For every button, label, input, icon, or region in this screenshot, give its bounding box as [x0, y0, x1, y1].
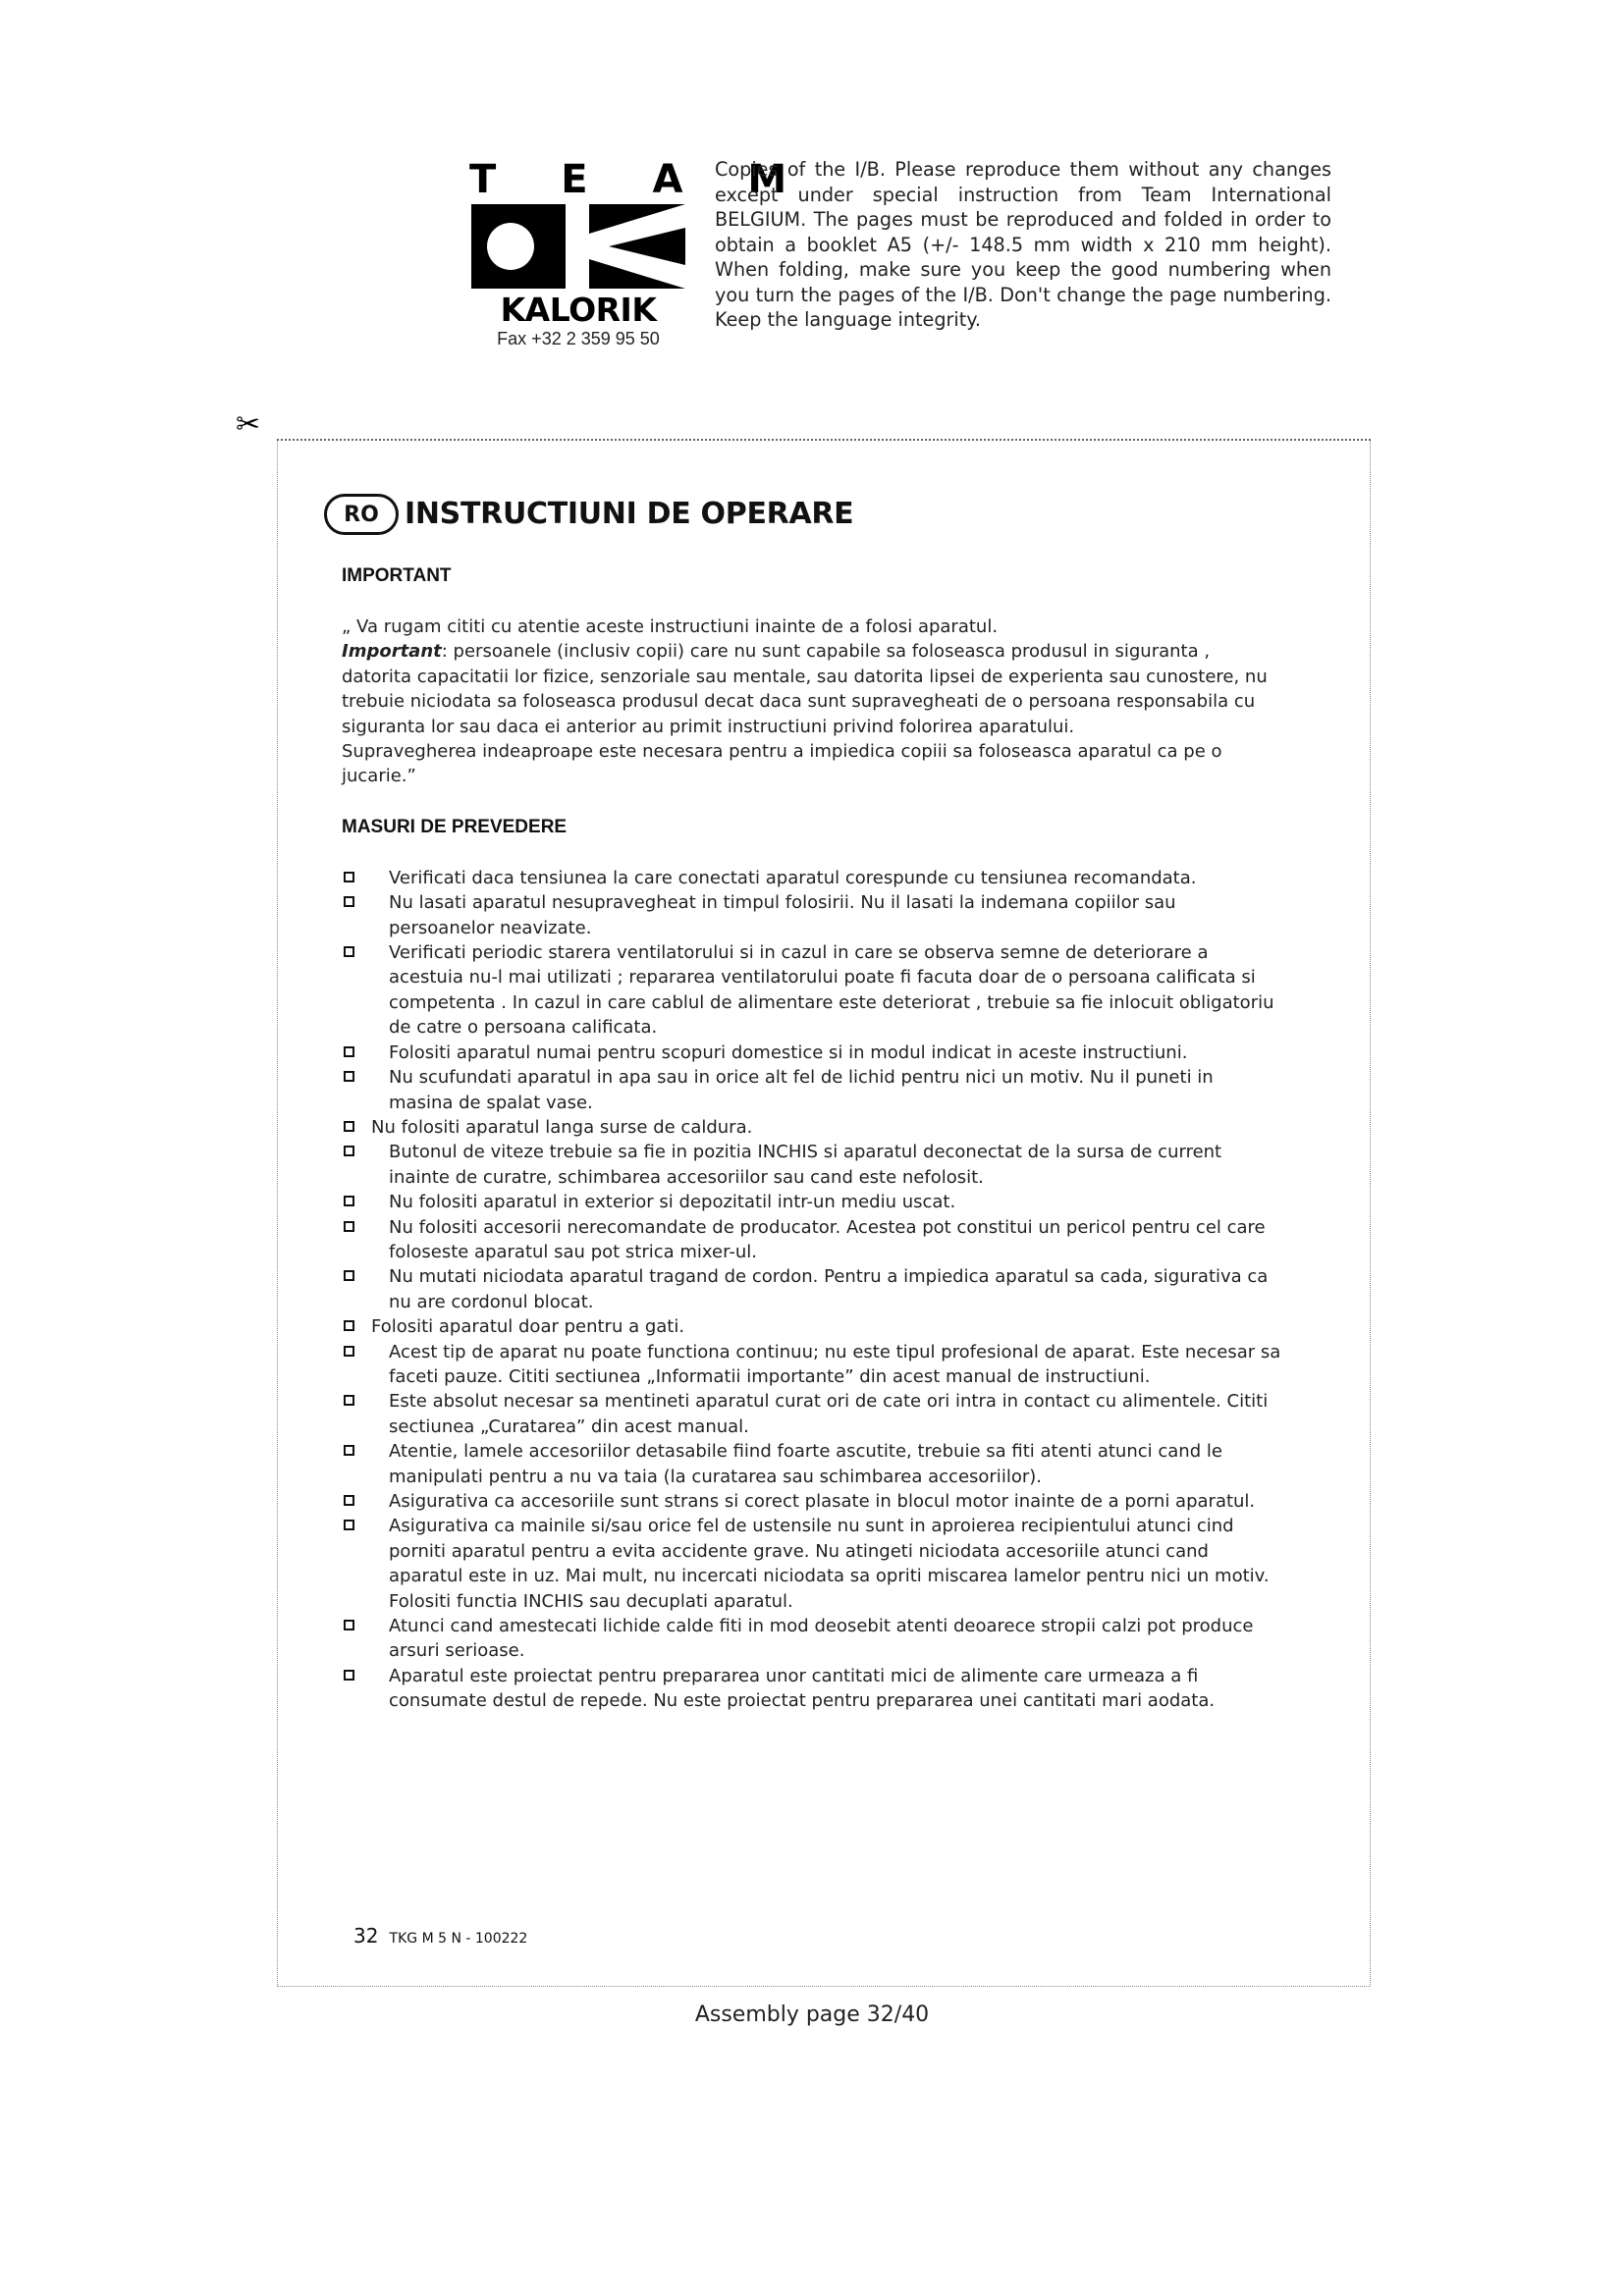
- checkbox-bullet-icon: [344, 1270, 354, 1281]
- list-item-text: Folositi aparatul numai pentru scopuri domestice si in modul indicat in aceste instructiuni.: [389, 1041, 1188, 1063]
- important-closing: Supravegherea indeaproape este necesara pentru a impiedica copiii sa foloseasca aparatul ca pe o jucarie.”: [342, 741, 1222, 787]
- checkbox-bullet-icon: [344, 896, 354, 907]
- list-item: [342, 866, 1282, 890]
- team-kalorik-logo: [469, 157, 813, 353]
- fax-number: Fax +32 2 359 95 50: [497, 329, 660, 348]
- list-item: [342, 1439, 1282, 1489]
- page-title: INSTRUCTIUNI DE OPERARE: [405, 497, 854, 531]
- header: [469, 157, 1333, 373]
- reproduction-note: Copies of the I/B. Please reproduce them without any changes except under special instruction from Team International BELGIUM. The pages must be reproduced and folded in order to obtain a booklet A5 (+/- 148.5 mm width x 210 mm height). When folding, make sure you keep the good numbering when you turn the pages of the I/B. Don't change the page numbering. Keep the language integrity.: [715, 158, 1331, 331]
- checkbox-bullet-icon: [344, 1346, 354, 1357]
- list-item-text: Atentie, lamele accesoriilor detasabile fiind foarte ascutite, trebuie sa fiti atenti atunci cand le manipulati pentru a nu va taia (la curatarea sau schimbarea accesoriilor).: [389, 1441, 1222, 1487]
- language-badge: RO: [324, 494, 399, 535]
- checkbox-bullet-icon: [344, 1670, 354, 1681]
- scissors-icon: ✂: [236, 407, 261, 442]
- list-item-text: Verificati daca tensiunea la care conectati aparatul corespunde cu tensiunea recomandata.: [389, 867, 1197, 888]
- list-item-text: Folositi aparatul doar pentru a gati.: [371, 1316, 685, 1338]
- checkbox-bullet-icon: [344, 1121, 354, 1132]
- list-item: [342, 1115, 1282, 1140]
- checkbox-bullet-icon: [344, 1196, 354, 1206]
- list-item-text: Nu mutati niciodata aparatul tragand de cordon. Pentru a impiedica aparatul sa cada, sigurativa ca nu are cordonul blocat.: [389, 1266, 1269, 1312]
- checkbox-bullet-icon: [344, 1071, 354, 1082]
- list-item: [342, 1190, 1282, 1214]
- list-item: [342, 1489, 1282, 1514]
- page-number: 32: [353, 1924, 379, 1948]
- list-item: [342, 1664, 1282, 1714]
- important-intro: „ Va rugam cititi cu atentie aceste instructiuni inainte de a folosi aparatul.: [342, 616, 999, 637]
- checkbox-bullet-icon: [344, 872, 354, 882]
- list-item: [342, 1140, 1282, 1190]
- checkbox-bullet-icon: [344, 1495, 354, 1506]
- list-item: [342, 1389, 1282, 1439]
- checkbox-bullet-icon: [344, 1146, 354, 1156]
- precautions-heading: MASURI DE PREVEDERE: [342, 816, 568, 837]
- model-code: TKG M 5 N - 100222: [389, 1931, 528, 1947]
- list-item: [342, 1215, 1282, 1265]
- checkbox-bullet-icon: [344, 1620, 354, 1630]
- list-item-text: Este absolut necesar sa mentineti aparatul curat ori de cate ori intra in contact cu alimentele. Cititi sectiunea „Curatarea” din acest manual.: [389, 1391, 1269, 1437]
- list-item-text: Acest tip de aparat nu poate functiona continuu; nu este tipul profesional de aparat. Este necesar sa faceti pauze. Cititi sectiunea „Informatii importante” din acest manual de instructiuni.: [389, 1341, 1281, 1387]
- logo-team-word: T E A M: [469, 157, 813, 202]
- list-item: [342, 890, 1282, 940]
- logo-team-text: [469, 157, 813, 202]
- list-item-text: Nu folositi aparatul in exterior si depozitatil intr-un mediu uscat.: [389, 1192, 956, 1213]
- checkbox-bullet-icon: [344, 946, 354, 957]
- list-item-text: Nu scufundati aparatul in apa sau in orice alt fel de lichid pentru nici un motiv. Nu il puneti in masina de spalat vase.: [389, 1067, 1214, 1113]
- list-item-text: Asigurativa ca mainile si/sau orice fel de ustensile nu sunt in aproierea recipientului atunci cind porniti aparatul pentru a evita accidente grave. Nu atingeti niciodata accesoriile atunci cand aparatul este in uz. Mai mult, nu incercati niciodata sa opriti miscarea lamelor pentru nici un motiv. Folositi functia INCHIS sau decuplati aparatul.: [389, 1516, 1270, 1612]
- logo-brand-text: KALORIK: [500, 291, 657, 329]
- list-item: [342, 1264, 1282, 1314]
- checkbox-bullet-icon: [344, 1221, 354, 1232]
- assembly-page-label: Assembly page 32/40: [694, 2002, 930, 2027]
- checkbox-bullet-icon: [344, 1395, 354, 1406]
- important-body: : persoanele (inclusiv copii) care nu sunt capabile sa foloseasca produsul in siguranta , datorita capacitatii lor fizice, senzoriale sau mentale, sau datorita lipsei de experienta sau cunostere, nu trebuie niciodata sa foloseasca produsul decat daca sunt supravegheati de o persoana responsabila cu siguranta lor sau daca ei anterior au primit instructiuni privind folorirea aparatului.: [342, 641, 1268, 737]
- instructions-content: [342, 563, 1282, 1714]
- checkbox-bullet-icon: [344, 1520, 354, 1530]
- list-item: [342, 1314, 1282, 1339]
- list-item-text: Butonul de viteze trebuie sa fie in pozitia INCHIS si aparatul deconectat de la sursa de current inainte de curatre, schimbarea accesoriilor sau cand este nefolosit.: [389, 1142, 1222, 1188]
- kalorik-mark-icon: [471, 204, 685, 289]
- list-item-text: Nu lasati aparatul nesupravegheat in timpul folosirii. Nu il lasati la indemana copiilor sau persoanelor neavizate.: [389, 892, 1176, 938]
- list-item: [342, 1614, 1282, 1664]
- important-lead: Important: [342, 641, 442, 663]
- precautions-list: [342, 866, 1282, 1714]
- checkbox-bullet-icon: [344, 1046, 354, 1057]
- list-item: [342, 940, 1282, 1041]
- page-footer: [353, 1924, 527, 1948]
- important-paragraph: [342, 639, 1282, 739]
- list-item-text: Verificati periodic starera ventilatorului si in cazul in care se observa semne de deteriorare a acestuia nu-l mai utilizati ; repararea ventilatorului poate fi facuta doar de o persoana calificata si competenta . In cazul in care cablul de alimentare este deteriorat , trebuie sa fie inlocuit obligatoriu de catre o persoana calificata.: [389, 942, 1274, 1039]
- list-item: [342, 1340, 1282, 1390]
- checkbox-bullet-icon: [344, 1320, 354, 1331]
- list-item: [342, 1041, 1282, 1065]
- list-item: [342, 1514, 1282, 1614]
- list-item-text: Asigurativa ca accesoriile sunt strans si corect plasate in blocul motor inainte de a porni aparatul.: [389, 1491, 1256, 1512]
- list-item: [342, 1065, 1282, 1115]
- list-item-text: Atunci cand amestecati lichide calde fiti in mod deosebit atenti deoarece stropii calzi pot produce arsuri serioase.: [389, 1616, 1254, 1662]
- list-item-text: Nu folositi aparatul langa surse de caldura.: [371, 1116, 753, 1138]
- checkbox-bullet-icon: [344, 1445, 354, 1456]
- list-item-text: Aparatul este proiectat pentru prepararea unor cantitati mici de alimente care urmeaza a fi consumate destul de repede. Nu este proiectat pentru prepararea unei cantitati mari aodata.: [389, 1665, 1216, 1712]
- important-heading: IMPORTANT: [342, 565, 452, 586]
- list-item-text: Nu folositi accesorii nerecomandate de producator. Acestea pot constitui un pericol pentru cel care foloseste aparatul sau pot strica mixer-ul.: [389, 1216, 1266, 1262]
